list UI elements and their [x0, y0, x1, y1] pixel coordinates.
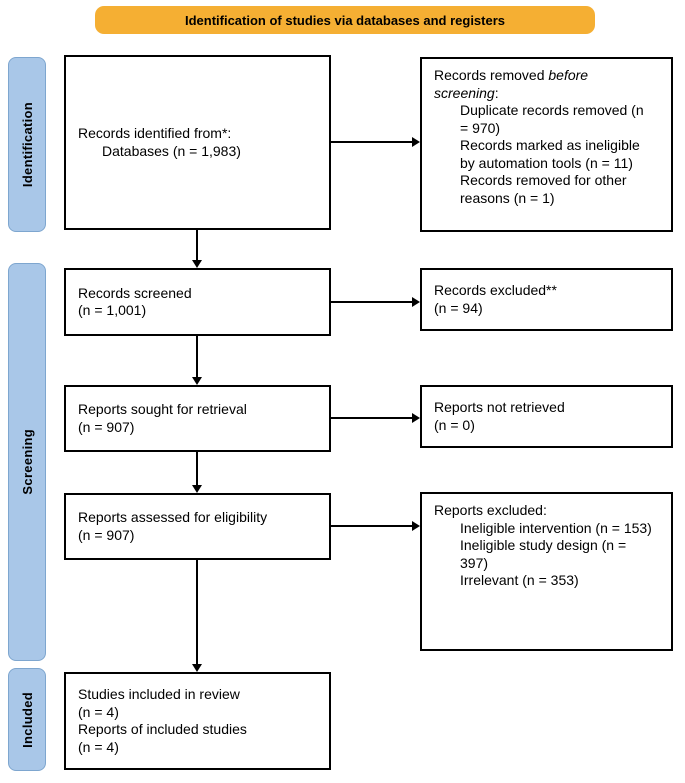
records-removed-item: Records marked as ineligible by automation tools (n = 11) [460, 137, 640, 171]
box-reports-not-retrieved [420, 385, 673, 448]
arrow-identified-to-removed [331, 141, 412, 143]
records-identified-line2: Databases (n = 1,983) [102, 142, 241, 159]
reports-excluded-item: Irrelevant (n = 353) [460, 572, 579, 588]
arrow-sought-to-assessed [196, 452, 198, 485]
records-identified-line1: Records identified from*: [78, 125, 232, 141]
records-excluded-line2: (n = 94) [434, 299, 483, 316]
stage-included-label: Included [19, 691, 35, 748]
records-removed-item: Records removed for other reasons (n = 1) [460, 172, 627, 206]
reports-assessed-line2: (n = 907) [78, 526, 135, 543]
stage-identification [8, 57, 46, 232]
arrow-screened-to-sought [196, 336, 198, 377]
box-reports-excluded [420, 492, 673, 651]
arrow-assessed-to-included [196, 560, 198, 664]
box-studies-included [64, 672, 331, 770]
stage-identification-label: Identification [19, 101, 35, 188]
records-screened-line1: Records screened [78, 284, 192, 301]
box-reports-assessed [64, 493, 331, 560]
banner-title: Identification of studies via databases and registers [184, 12, 506, 28]
studies-included-line4: (n = 4) [78, 738, 119, 755]
records-removed-title-italic: before screening [434, 67, 589, 101]
box-records-removed [420, 57, 673, 232]
reports-sought-line1: Reports sought for retrieval [78, 401, 247, 417]
banner [95, 6, 595, 34]
records-excluded-line1: Records excluded** [434, 282, 557, 298]
box-records-screened [64, 268, 331, 336]
records-removed-title-post: : [494, 84, 499, 101]
box-records-identified [64, 55, 331, 230]
arrow-assessed-to-reports-excluded [331, 525, 412, 527]
stage-included [8, 668, 46, 771]
arrow-sought-to-not-retrieved [331, 417, 412, 419]
box-records-excluded [420, 268, 673, 331]
reports-assessed-line1: Reports assessed for eligibility [78, 509, 268, 525]
box-reports-sought [64, 385, 331, 452]
reports-excluded-item: Ineligible study design (n = 397) [460, 537, 627, 571]
studies-included-line1: Studies included in review [78, 686, 240, 702]
records-removed-title-pre: Records removed [434, 67, 549, 83]
reports-not-retrieved-line1: Reports not retrieved [434, 399, 565, 415]
stage-screening [8, 263, 46, 661]
records-removed-item: Duplicate records removed (n = 970) [460, 102, 644, 136]
reports-sought-line2: (n = 907) [78, 418, 135, 435]
stage-screening-label: Screening [19, 429, 35, 495]
arrow-screened-to-excluded [331, 301, 412, 303]
records-removed-title [434, 67, 653, 102]
arrow-identified-to-screened [196, 230, 198, 260]
studies-included-line2: (n = 4) [78, 703, 119, 720]
reports-not-retrieved-line2: (n = 0) [434, 416, 475, 433]
records-screened-line2: (n = 1,001) [78, 302, 147, 318]
studies-included-line3: Reports of included studies [78, 721, 247, 737]
reports-excluded-title: Reports excluded: [434, 502, 547, 518]
reports-excluded-item: Ineligible intervention (n = 153) [460, 519, 652, 536]
